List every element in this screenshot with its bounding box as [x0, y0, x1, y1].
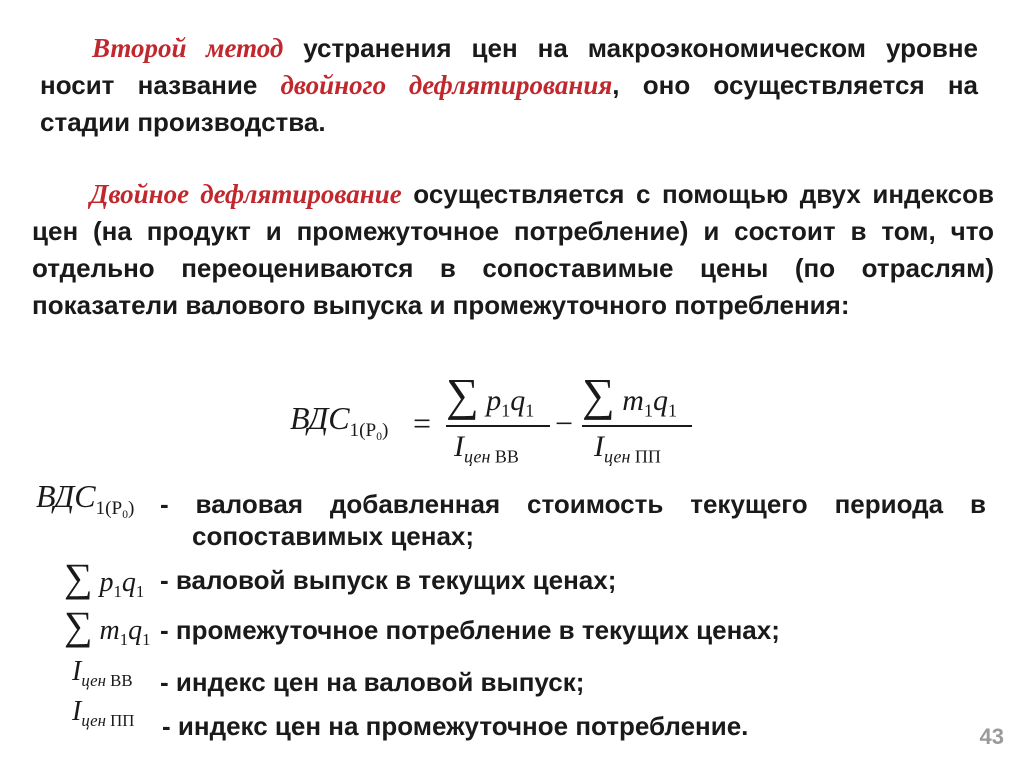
fraction1-denominator: $I_{цен ВВ}$ — [454, 430, 519, 467]
sum-icon: ∑ — [64, 555, 93, 600]
def4-symbol: $I_{цен ВВ}$ — [72, 656, 133, 690]
def1-text-line2: сопоставимых ценах; — [192, 521, 475, 551]
paragraph1-text1: устранения цен на макроэкономическом уровне носит название — [40, 33, 978, 100]
def1-symbol: $ВДС_{1(P_0)}$ — [36, 478, 135, 521]
paragraph-double-deflation — [32, 176, 994, 324]
formula-lhs: $ВДС_{1(P_0)}$ — [290, 400, 389, 443]
page-number: 43 — [979, 724, 1004, 749]
term-double-deflation-2: Двойное дефлятирование — [90, 179, 402, 209]
def1-text-line1: - валовая добавленная стоимость текущего периода в — [160, 489, 986, 519]
def3-text: - промежуточное потребление в текущих ценах; — [160, 615, 780, 645]
formula-equals: = — [413, 405, 432, 441]
def3-symbol: ∑ $m_1q_1$ — [64, 603, 151, 649]
def2-symbol: ∑ $p_1q_1$ — [64, 555, 145, 601]
fraction1-numerator: ∑ $p_1q_1$ — [446, 369, 535, 421]
fraction1-bar — [446, 425, 550, 427]
paragraph1-text2: , оно осуществляется на стадии производства. — [40, 70, 978, 137]
term-double-deflation: двойного дефлятирования — [280, 70, 613, 100]
formula-minus: − — [555, 405, 574, 441]
def5-text: - индекс цен на промежуточное потребление. — [162, 711, 749, 741]
sum-icon: ∑ — [582, 369, 615, 420]
sum-icon: ∑ — [446, 369, 479, 420]
paragraph2-text: осуществляется с помощью двух индексов цен (на продукт и промежуточное потребление) и состоит в том, что отдельно переоцениваются в сопоставимые цены (по отраслям) показатели валового выпуска и промежуточного потребления: — [32, 179, 994, 320]
paragraph-second-method — [40, 30, 978, 141]
def4-text: - индекс цен на валовой выпуск; — [160, 667, 585, 697]
fraction2-bar — [582, 425, 692, 427]
sum-icon: ∑ — [64, 603, 93, 648]
fraction2-denominator: $I_{цен ПП}$ — [594, 430, 661, 467]
fraction2-numerator: ∑ $m_1q_1$ — [582, 369, 677, 421]
def5-symbol: $I_{цен ПП}$ — [72, 696, 135, 730]
def2-text: - валовой выпуск в текущих ценах; — [160, 565, 617, 595]
term-second-method: Второй метод — [92, 33, 284, 63]
